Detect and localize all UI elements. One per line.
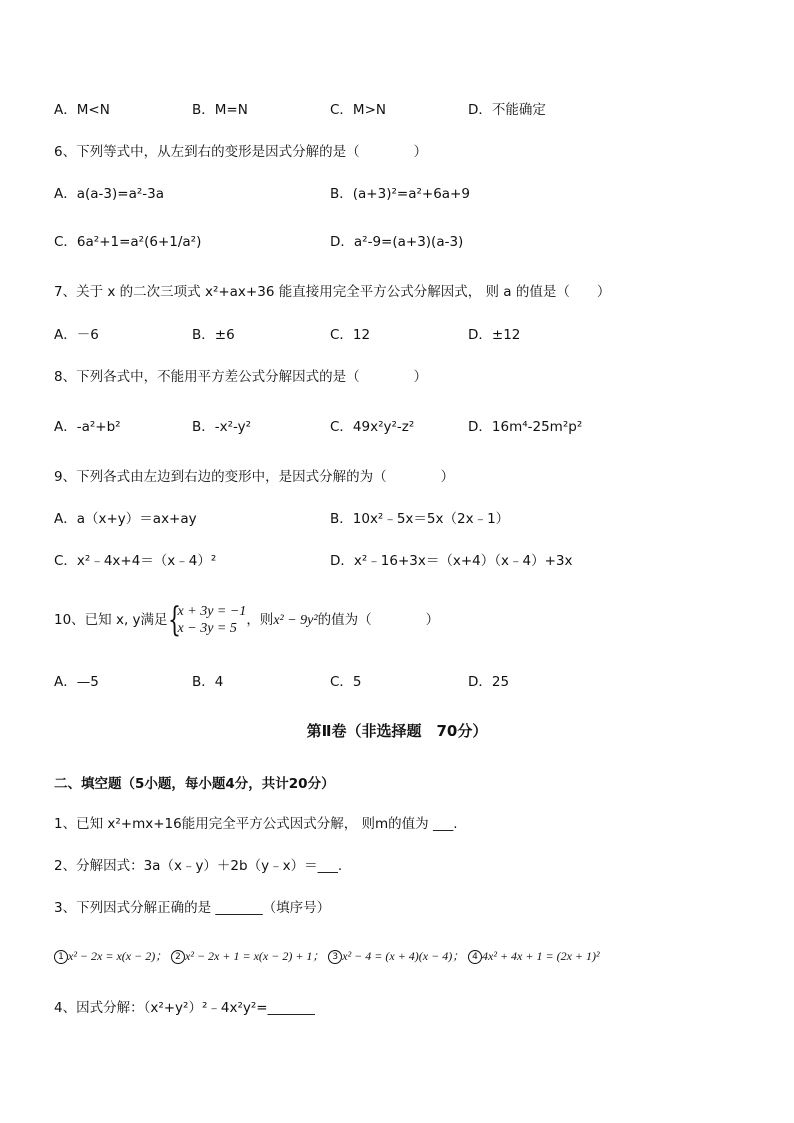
q5-option-d: D．不能确定 [468,102,546,118]
q7-option-b: B．±6 [192,327,235,343]
q7-option-d: D．±12 [468,327,521,343]
part2-heading: 第Ⅱ卷（非选择题 70分） [306,722,488,740]
q6-option-b: B．(a+3)²=a²+6a+9 [330,186,470,202]
q10-expression: x² − 9y² [273,613,318,628]
fill-question-3-items [54,946,600,966]
circled-number-4: 4 [468,950,482,964]
q10-option-b: B．4 [192,674,224,690]
q10-stem-prefix: 10、已知 x, y满足 [54,612,168,628]
q5-option-c: C．M>N [330,102,386,118]
q5-option-b: B．M=N [192,102,248,118]
fill3-item-3: x² − 4 = (x + 4)(x − 4)； [342,949,465,963]
q7-option-a: A．－6 [54,327,99,343]
circled-number-3: 3 [328,950,342,964]
q7-stem: 7、关于 x 的二次三项式 x²+ax+36 能直接用完全平方公式分解因式， 则 a 的值是（ ） [54,284,611,300]
q5-option-a: A．M<N [54,102,110,118]
q10-equation-system [167,600,247,640]
fill3-item-2: x² − 2x + 1 = x(x − 2) + 1； [185,949,325,963]
q9-option-d: D．x²﹣16+3x＝（x+4）（x﹣4）+3x [330,553,573,569]
fill3-item-4: 4x² + 4x + 1 = (2x + 1)² [482,949,600,963]
fill-question-4: 4、因式分解：（x²+y²）²﹣4x²y²=_______ [54,1000,315,1016]
q9-option-a: A．a（x+y）＝ax+ay [54,511,197,527]
q6-option-c: C．6a²+1=a²(6+1/a²) [54,234,202,250]
q10-stem-suffix: 的值为（ ） [317,612,440,628]
fill-question-3-stem: 3、下列因式分解正确的是 _______（填序号） [54,900,331,916]
q9-stem: 9、下列各式由左边到右边的变形中，是因式分解的为（ ） [54,469,455,485]
section2-title: 二、填空题（5小题，每小题4分，共计20分） [54,776,335,792]
q8-option-d: D．16m⁴-25m²p² [468,419,583,435]
q9-option-b: B．10x²﹣5x＝5x（2x﹣1） [330,511,510,527]
q8-option-b: B．-x²-y² [192,419,252,435]
q7-option-c: C．12 [330,327,371,343]
q10-equation-1: x + 3y = −1 [177,604,247,619]
q8-option-a: A．-a²+b² [54,419,121,435]
q10-option-a: A．—5 [54,674,99,690]
q6-option-a: A．a(a-3)=a²-3a [54,186,165,202]
q10-option-c: C．5 [330,674,362,690]
brace-icon: { [167,600,181,640]
circled-number-2: 2 [171,950,185,964]
q6-stem: 6、下列等式中，从左到右的变形是因式分解的是（ ） [54,144,428,160]
q8-stem: 8、下列各式中，不能用平方差公式分解因式的是（ ） [54,369,428,385]
q8-option-c: C．49x²y²-z² [330,419,415,435]
fill-question-2: 2、分解因式：3a（x﹣y）＋2b（y﹣x）＝___. [54,858,343,874]
q10-option-d: D．25 [468,674,510,690]
q10-stem [54,600,439,641]
q6-option-d: D．a²-9=(a+3)(a-3) [330,234,464,250]
q10-equation-2: x − 3y = 5 [177,621,237,636]
circled-number-1: 1 [54,950,68,964]
fill3-item-1: x² − 2x = x(x − 2)； [68,949,168,963]
q10-stem-mid: ，则 [246,612,274,628]
fill-question-1: 1、已知 x²+mx+16能用完全平方公式因式分解， 则m的值为 ___. [54,816,458,832]
q9-option-c: C．x²﹣4x+4＝（x﹣4）² [54,553,217,569]
